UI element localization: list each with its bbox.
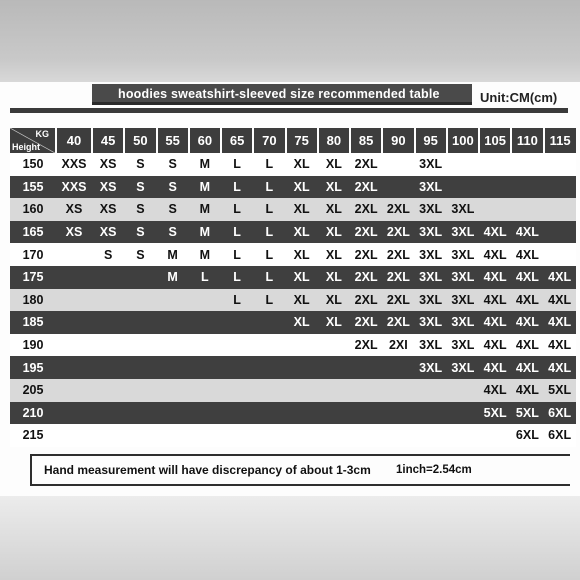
weight-header-40: 40 [56, 128, 92, 153]
size-cell [447, 153, 479, 176]
size-cell: 3XL [447, 266, 479, 289]
size-cell: L [221, 198, 253, 221]
height-cell: 190 [10, 334, 56, 357]
size-cell: 3XL [447, 289, 479, 312]
size-cell: 4XL [479, 379, 511, 402]
size-cell: 3XL [447, 221, 479, 244]
size-cell [124, 289, 156, 312]
size-cell: 2XL [382, 311, 414, 334]
size-cell [511, 198, 543, 221]
size-cell [447, 424, 479, 447]
size-cell: XL [286, 198, 318, 221]
size-cell [92, 402, 124, 425]
size-cell: L [221, 176, 253, 199]
height-cell: 155 [10, 176, 56, 199]
size-cell [544, 243, 576, 266]
size-cell: 3XL [415, 243, 447, 266]
height-cell: 205 [10, 379, 56, 402]
size-cell [221, 356, 253, 379]
size-cell [479, 424, 511, 447]
size-cell [124, 379, 156, 402]
size-cell: XL [286, 289, 318, 312]
size-cell [415, 424, 447, 447]
size-cell: S [124, 198, 156, 221]
size-cell: L [253, 153, 285, 176]
weight-header-90: 90 [382, 128, 414, 153]
size-cell [544, 153, 576, 176]
height-cell: 185 [10, 311, 56, 334]
size-cell [479, 176, 511, 199]
size-cell [286, 379, 318, 402]
size-cell: 4XL [544, 289, 576, 312]
size-cell: S [157, 221, 189, 244]
size-cell: 4XL [479, 289, 511, 312]
size-cell: 3XL [447, 334, 479, 357]
size-cell: 4XL [544, 334, 576, 357]
bottom-background [0, 496, 580, 580]
size-cell [318, 402, 350, 425]
size-cell: S [157, 198, 189, 221]
size-cell: L [189, 266, 221, 289]
size-cell [221, 334, 253, 357]
size-cell [221, 424, 253, 447]
height-cell: 160 [10, 198, 56, 221]
size-cell: M [189, 221, 221, 244]
size-cell [382, 379, 414, 402]
size-cell: L [253, 176, 285, 199]
size-cell: M [189, 243, 221, 266]
size-cell [56, 424, 92, 447]
size-cell: 3XL [447, 198, 479, 221]
size-cell [350, 424, 382, 447]
size-cell [189, 379, 221, 402]
table-top-rule [10, 108, 568, 113]
size-cell: M [157, 243, 189, 266]
size-cell: S [157, 176, 189, 199]
size-cell [253, 402, 285, 425]
size-cell: 4XL [479, 243, 511, 266]
weight-header-60: 60 [189, 128, 221, 153]
size-cell: XS [56, 198, 92, 221]
size-cell: XL [286, 176, 318, 199]
table-row [10, 289, 576, 312]
size-cell: 4XL [511, 356, 543, 379]
size-cell [286, 402, 318, 425]
size-cell: 4XL [511, 311, 543, 334]
size-cell: 2XL [350, 176, 382, 199]
size-table [10, 128, 576, 447]
size-cell: S [92, 243, 124, 266]
weight-header-85: 85 [350, 128, 382, 153]
size-cell [56, 289, 92, 312]
size-cell [157, 334, 189, 357]
size-cell [253, 311, 285, 334]
weight-header-70: 70 [253, 128, 285, 153]
size-cell: 2XL [350, 311, 382, 334]
size-cell [511, 153, 543, 176]
size-cell [447, 176, 479, 199]
corner-cell [10, 128, 56, 153]
size-cell: L [221, 266, 253, 289]
size-cell: L [253, 289, 285, 312]
size-cell [544, 176, 576, 199]
weight-header-50: 50 [124, 128, 156, 153]
size-cell: XL [318, 221, 350, 244]
size-cell: 3XL [447, 311, 479, 334]
size-cell [124, 334, 156, 357]
size-cell: 3XL [415, 311, 447, 334]
size-cell [544, 221, 576, 244]
footer-note-box [30, 454, 570, 486]
size-cell [221, 311, 253, 334]
size-cell [189, 356, 221, 379]
height-cell: 195 [10, 356, 56, 379]
table-row [10, 153, 576, 176]
size-cell: 5XL [544, 379, 576, 402]
size-cell: 4XL [479, 311, 511, 334]
height-cell: 210 [10, 402, 56, 425]
size-cell: XS [56, 221, 92, 244]
size-cell [511, 176, 543, 199]
size-cell [124, 356, 156, 379]
size-cell: 6XL [544, 424, 576, 447]
size-cell [286, 356, 318, 379]
size-cell [253, 424, 285, 447]
size-cell: XL [318, 176, 350, 199]
size-cell: 4XL [511, 243, 543, 266]
size-cell [189, 424, 221, 447]
weight-header-105: 105 [479, 128, 511, 153]
size-cell [189, 402, 221, 425]
weight-header-95: 95 [415, 128, 447, 153]
size-cell: 4XL [511, 334, 543, 357]
table-row [10, 334, 576, 357]
weight-header-100: 100 [447, 128, 479, 153]
weight-header-45: 45 [92, 128, 124, 153]
table-row [10, 221, 576, 244]
size-cell: 3XL [415, 221, 447, 244]
size-cell [92, 311, 124, 334]
size-cell: XL [286, 243, 318, 266]
size-cell [124, 402, 156, 425]
inch-conversion-note: 1inch=2.54cm [396, 464, 472, 476]
size-cell [382, 153, 414, 176]
size-cell: M [189, 198, 221, 221]
size-cell: XXS [56, 153, 92, 176]
size-cell [157, 289, 189, 312]
size-cell: XS [92, 221, 124, 244]
size-cell: XL [318, 311, 350, 334]
size-cell: XS [92, 176, 124, 199]
size-cell [318, 424, 350, 447]
size-cell: 4XL [511, 379, 543, 402]
size-cell [221, 402, 253, 425]
size-cell [56, 334, 92, 357]
size-cell: 3XL [415, 176, 447, 199]
size-cell [189, 311, 221, 334]
size-cell: 5XL [479, 402, 511, 425]
size-cell [479, 198, 511, 221]
weight-header-110: 110 [511, 128, 543, 153]
unit-label: Unit:CM(cm) [480, 90, 558, 105]
size-cell [92, 379, 124, 402]
size-cell: XS [92, 153, 124, 176]
size-cell: 4XL [544, 266, 576, 289]
size-cell: 3XL [447, 356, 479, 379]
size-cell: L [221, 153, 253, 176]
table-row [10, 356, 576, 379]
size-cell: 3XL [415, 198, 447, 221]
size-cell: 3XL [415, 289, 447, 312]
size-cell: 2XL [350, 221, 382, 244]
table-row [10, 379, 576, 402]
size-cell [382, 356, 414, 379]
size-cell [92, 289, 124, 312]
size-cell [157, 379, 189, 402]
size-cell [92, 424, 124, 447]
size-cell [382, 402, 414, 425]
size-cell: XL [286, 153, 318, 176]
size-cell: 4XL [511, 289, 543, 312]
weight-header-115: 115 [544, 128, 576, 153]
size-cell [92, 356, 124, 379]
size-cell: XL [286, 311, 318, 334]
size-cell [415, 402, 447, 425]
table-row [10, 176, 576, 199]
size-cell: M [189, 153, 221, 176]
size-cell [447, 379, 479, 402]
size-cell [544, 198, 576, 221]
table-row [10, 243, 576, 266]
size-cell [350, 356, 382, 379]
measurement-note: Hand measurement will have discrepancy of about 1-3cm [44, 463, 371, 477]
size-cell [286, 334, 318, 357]
table-row [10, 424, 576, 447]
size-cell [189, 334, 221, 357]
size-cell [318, 356, 350, 379]
size-cell: 2XL [382, 221, 414, 244]
size-cell [221, 379, 253, 402]
size-cell: M [157, 266, 189, 289]
size-cell: XL [318, 198, 350, 221]
size-cell: XL [286, 221, 318, 244]
size-cell [415, 379, 447, 402]
height-cell: 150 [10, 153, 56, 176]
table-row [10, 266, 576, 289]
height-label: Height [12, 142, 40, 152]
size-cell [479, 153, 511, 176]
size-cell: XXS [56, 176, 92, 199]
weight-header-row [10, 128, 576, 153]
size-cell [253, 379, 285, 402]
size-cell [157, 424, 189, 447]
weight-header-80: 80 [318, 128, 350, 153]
size-cell: S [124, 243, 156, 266]
size-cell: 2XL [382, 289, 414, 312]
size-cell: 2XL [350, 334, 382, 357]
size-cell [56, 243, 92, 266]
height-cell: 180 [10, 289, 56, 312]
weight-header-65: 65 [221, 128, 253, 153]
table-row [10, 198, 576, 221]
size-cell: L [253, 221, 285, 244]
size-cell: 3XL [447, 243, 479, 266]
size-cell [56, 379, 92, 402]
size-cell: 2XL [350, 153, 382, 176]
size-cell: S [124, 176, 156, 199]
size-cell [253, 334, 285, 357]
size-cell [318, 379, 350, 402]
size-cell: 2XI [382, 334, 414, 357]
size-cell: 3XL [415, 266, 447, 289]
size-cell [253, 356, 285, 379]
size-cell [382, 176, 414, 199]
size-cell: 2XL [350, 289, 382, 312]
size-cell: L [253, 198, 285, 221]
size-cell: 2XL [350, 266, 382, 289]
size-cell: 3XL [415, 334, 447, 357]
size-cell: 6XL [511, 424, 543, 447]
size-cell: 6XL [544, 402, 576, 425]
size-cell [318, 334, 350, 357]
size-cell [189, 289, 221, 312]
size-cell [350, 379, 382, 402]
size-cell: 5XL [511, 402, 543, 425]
kg-label: KG [35, 129, 49, 139]
size-cell: XL [318, 243, 350, 266]
height-cell: 175 [10, 266, 56, 289]
chart-title: hoodies sweatshirt-sleeved size recommended table [92, 84, 472, 105]
weight-header-75: 75 [286, 128, 318, 153]
size-cell: XL [318, 289, 350, 312]
size-cell: S [157, 153, 189, 176]
size-cell [350, 402, 382, 425]
height-cell: 170 [10, 243, 56, 266]
size-cell: 3XL [415, 153, 447, 176]
height-cell: 165 [10, 221, 56, 244]
size-cell: 2XL [350, 243, 382, 266]
size-cell [56, 266, 92, 289]
size-cell [56, 356, 92, 379]
size-cell [382, 424, 414, 447]
height-cell: 215 [10, 424, 56, 447]
size-cell: 4XL [544, 356, 576, 379]
size-cell: XL [318, 266, 350, 289]
size-cell [56, 402, 92, 425]
weight-header-55: 55 [157, 128, 189, 153]
size-cell: 4XL [479, 356, 511, 379]
size-cell [92, 334, 124, 357]
size-chart-sheet [0, 82, 580, 496]
size-cell: 4XL [544, 311, 576, 334]
size-cell: 2XL [382, 243, 414, 266]
size-cell [286, 424, 318, 447]
size-cell [447, 402, 479, 425]
size-cell: 2XL [382, 198, 414, 221]
size-cell: S [124, 153, 156, 176]
size-cell: M [189, 176, 221, 199]
size-cell: 2XL [350, 198, 382, 221]
size-cell: 4XL [511, 221, 543, 244]
size-cell: XL [318, 153, 350, 176]
size-cell [124, 424, 156, 447]
size-cell [56, 311, 92, 334]
size-cell: L [221, 289, 253, 312]
size-cell: XL [286, 266, 318, 289]
size-cell: S [124, 221, 156, 244]
size-cell: 3XL [415, 356, 447, 379]
size-cell [157, 402, 189, 425]
size-cell: L [221, 243, 253, 266]
size-cell: 4XL [479, 266, 511, 289]
size-cell: XS [92, 198, 124, 221]
size-cell: 4XL [479, 221, 511, 244]
size-cell: L [253, 266, 285, 289]
size-cell [157, 311, 189, 334]
size-cell: 4XL [511, 266, 543, 289]
size-cell [92, 266, 124, 289]
size-cell [124, 266, 156, 289]
size-cell: 2XL [382, 266, 414, 289]
size-cell: L [253, 243, 285, 266]
size-cell [124, 311, 156, 334]
size-cell: L [221, 221, 253, 244]
size-cell: 4XL [479, 334, 511, 357]
size-cell [157, 356, 189, 379]
table-row [10, 311, 576, 334]
table-row [10, 402, 576, 425]
